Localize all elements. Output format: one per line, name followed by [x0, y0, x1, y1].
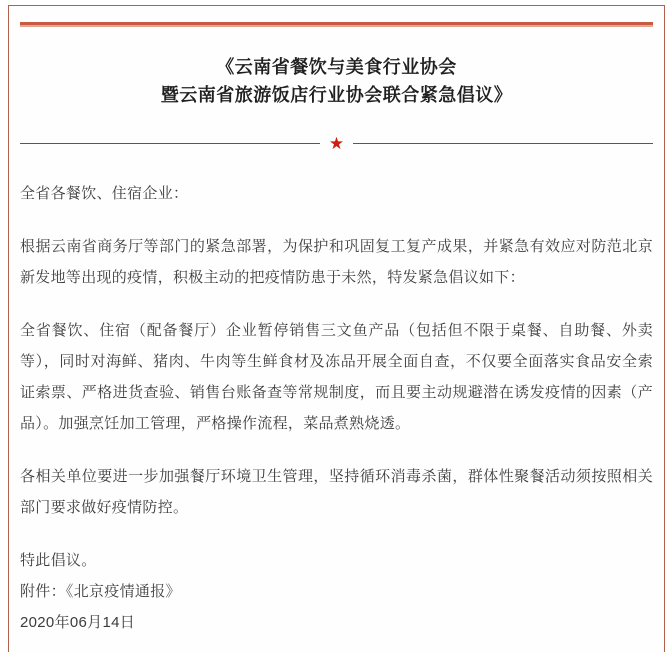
- paragraph-intro: 根据云南省商务厅等部门的紧急部署，为保护和巩固复工复产成果，并紧急有效应对防范北京新发地等出现的疫情，积极主动的把疫情防患于未然，特发紧急倡议如下：: [20, 238, 653, 286]
- paragraph-attachment: 附件：《北京疫情通报》: [20, 583, 181, 600]
- document-title: [20, 53, 653, 109]
- document-body: [20, 178, 653, 638]
- paragraph-measure2: 各相关单位要进一步加强餐厅环境卫生管理，坚持循环消毒杀菌，群体性聚餐活动须按照相关部门要求做好疫情防控。: [20, 468, 653, 516]
- document-frame: [8, 5, 665, 652]
- divider-line-left: [20, 143, 320, 144]
- paragraph-measure1: 全省餐饮、住宿（配备餐厅）企业暂停销售三文鱼产品（包括但不限于桌餐、自助餐、外卖等），同时对海鲜、猪肉、牛肉等生鲜食材及冻品开展全面自查，不仅要全面落实食品安全索证索票、严格进货查验、销售台账备查等常规制度，而且要主动规避潜在诱发疫情的因素（产品）。加强烹饪加工管理，严格操作流程，菜品煮熟烧透。: [20, 322, 653, 432]
- top-double-rule: [20, 22, 653, 27]
- divider-line-right: [353, 143, 653, 144]
- document-title-line1: 《云南省餐饮与美食行业协会: [216, 57, 457, 77]
- paragraph-closing: 特此倡议。: [20, 552, 97, 569]
- star-icon: ★: [328, 134, 345, 153]
- paragraph-date: 2020年06月14日: [20, 614, 136, 631]
- document-title-line2: 暨云南省旅游饭店行业协会联合紧急倡议》: [160, 85, 513, 105]
- star-divider: [20, 135, 653, 152]
- paragraph-salutation: 全省各餐饮、住宿企业：: [20, 185, 189, 202]
